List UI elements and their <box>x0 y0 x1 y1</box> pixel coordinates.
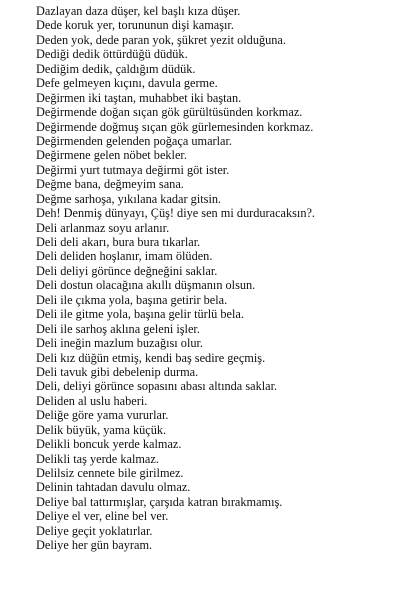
proverb-line: Dediği dedik öttürdüğü düdük. <box>36 47 188 62</box>
proverb-line: Deli deliyi görünce değneğini saklar. <box>36 263 218 278</box>
proverb-line: Delikli boncuk yerde kalmaz. <box>36 437 182 452</box>
proverb-line: Deli ile gitme yola, başına gelir türlü bela. <box>36 307 244 322</box>
proverb-line: Delikli taş yerde kalmaz. <box>36 451 159 466</box>
proverb-line: Deli ineğin mazlum buzağısı olur. <box>36 336 203 351</box>
proverb-line: Deli dostun olacağına akıllı düşmanın olsun. <box>36 278 256 293</box>
proverb-line: Deliye her gün bayram. <box>36 538 153 553</box>
proverb-line: Delinin tahtadan davulu olmaz. <box>36 480 191 495</box>
proverb-line: Deli tavuk gibi debelenip durma. <box>36 364 199 379</box>
proverb-list <box>36 4 414 553</box>
proverb-line: Deli kız düğün etmiş, kendi baş sedire geçmiş. <box>36 350 266 365</box>
proverb-line: Delik büyük, yama küçük. <box>36 422 167 437</box>
proverb-line: Deliden al uslu haberi. <box>36 393 148 408</box>
proverb-line: Deliye geçit yoklatırlar. <box>36 523 153 538</box>
proverb-line: Deli deli akarı, bura bura tıkarlar. <box>36 235 201 249</box>
proverb-line: Deli, deliyi görünce sopasını abası altında saklar. <box>36 379 278 394</box>
proverb-line: Deliğe göre yama vururlar. <box>36 408 169 423</box>
proverb-line: Dediğim dedik, çaldığım düdük. <box>36 61 196 76</box>
proverb-line: Değirmen iki taştan, muhabbet iki baştan. <box>36 90 242 105</box>
proverb-line: Deden yok, dede paran yok, şükret yezit olduğuna. <box>36 32 286 47</box>
proverb-line: Deli ile sarhoş aklına geleni işler. <box>36 321 200 336</box>
proverb-line: Değme sarhoşa, yıkılana kadar gitsin. <box>36 191 222 206</box>
proverb-line: Delilsiz cennete bile girilmez. <box>36 466 184 480</box>
proverb-line: Değirmi yurt tutmaya değirmi göt ister. <box>36 162 230 177</box>
proverb-line: Deliye el ver, eline bel ver. <box>36 509 169 524</box>
proverb-line: Deliye bal tattırmışlar, çarşıda katran bırakmamış. <box>36 494 283 509</box>
proverb-line: Değirmene gelen nöbet bekler. <box>36 148 187 163</box>
proverb-line: Deli ile çıkma yola, başına getirir bela. <box>36 292 228 307</box>
proverb-line: Deli arlanmaz soyu arlanır. <box>36 220 170 235</box>
proverb-line: Değme bana, değmeyim sana. <box>36 177 184 192</box>
proverb-line: Değirmende doğmuş sıçan gök gürlemesinden korkmaz. <box>36 119 314 134</box>
proverb-line: Dede koruk yer, torununun dişi kamaşır. <box>36 18 234 33</box>
proverb-line: Değirmende doğan sıçan gök gürültüsünden korkmaz. <box>36 105 303 120</box>
proverb-line: Deli deliden hoşlanır, imam ölüden. <box>36 249 213 264</box>
proverb-line: Defe gelmeyen kıçını, davula germe. <box>36 76 218 91</box>
proverb-line: Deh! Denmiş dünyayı, Çüş! diye sen mi durduracaksın?. <box>36 206 316 221</box>
proverb-line: Dazlayan daza düşer, kel başlı kıza düşer. <box>36 4 241 18</box>
proverb-line: Değirmenden gelenden poğaça umarlar. <box>36 133 232 148</box>
